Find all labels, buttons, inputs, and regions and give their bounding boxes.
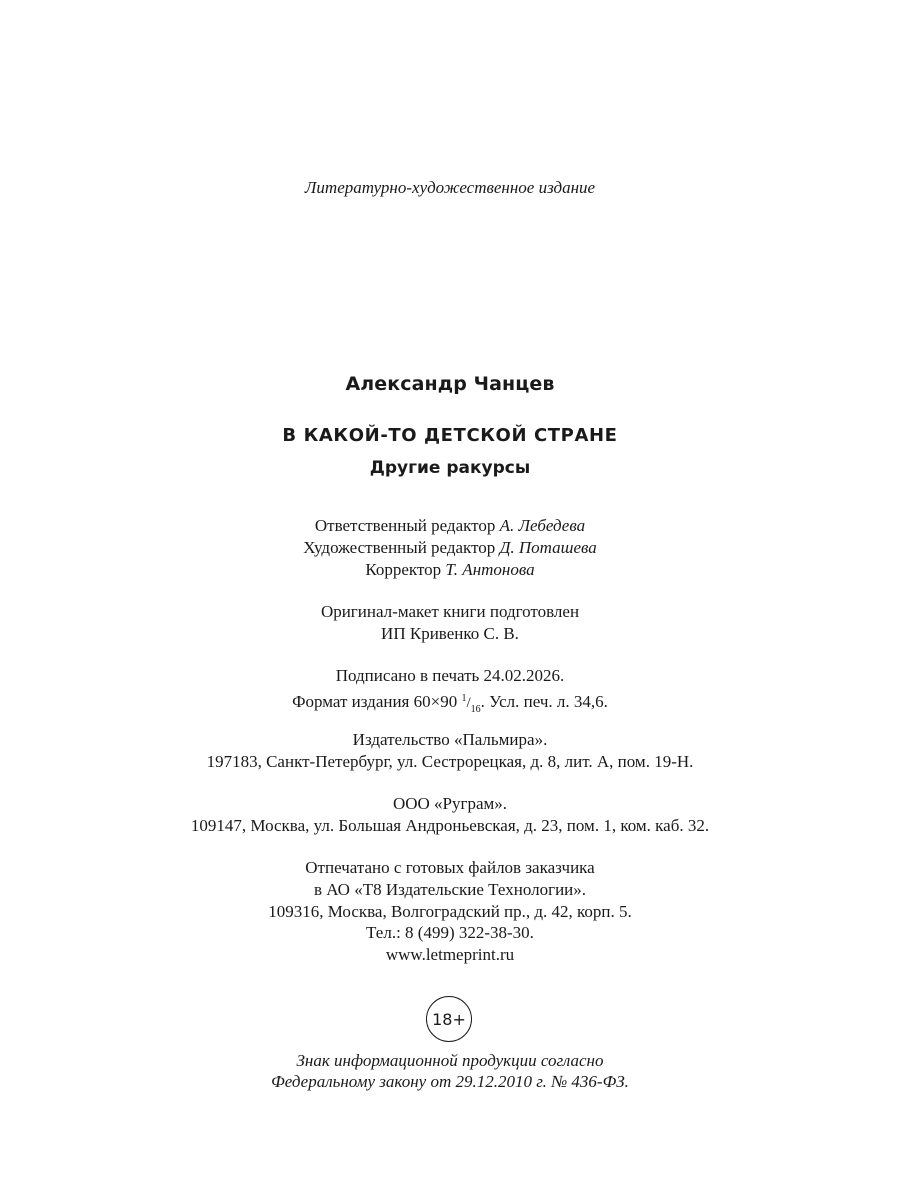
printer-phone: Тел.: 8 (499) 322-38-30. xyxy=(366,923,534,942)
age-rating-badge: 18+ xyxy=(426,996,472,1042)
law-notice-line-2: Федеральному закону от 29.12.2010 г. № 436-ФЗ. xyxy=(271,1072,629,1091)
format-fraction-numerator: 1 xyxy=(461,693,467,704)
company-address: 109147, Москва, ул. Большая Андроньевская, д. 23, пом. 1, ком. каб. 32. xyxy=(190,816,710,835)
law-notice-line-1: Знак информационной продукции согласно xyxy=(296,1051,604,1070)
credit-person: А. Лебедева xyxy=(499,516,586,535)
credit-proofreader xyxy=(0,559,900,581)
printer-line-1: Отпечатано с готовых файлов заказчика xyxy=(305,858,595,877)
credit-person: Д. Поташева xyxy=(499,538,597,557)
publisher-name: Издательство «Пальмира». xyxy=(352,730,548,749)
credit-art-editor xyxy=(0,537,900,559)
book-title: В КАКОЙ-ТО ДЕТСКОЙ СТРАНЕ xyxy=(282,425,618,446)
layout-prep-line-1: Оригинал-макет книги подготовлен xyxy=(320,602,580,621)
format-fraction-denominator: 16 xyxy=(470,704,481,715)
credit-role: Художественный редактор xyxy=(303,538,496,557)
credit-role: Ответственный редактор xyxy=(314,516,496,535)
signed-for-print: Подписано в печать 24.02.2026. xyxy=(335,666,565,685)
format-prefix: Формат издания 60×90 xyxy=(292,692,458,711)
credit-role: Корректор xyxy=(365,560,442,579)
author-name: Александр Чанцев xyxy=(345,373,555,395)
credit-person: Т. Антонова xyxy=(445,560,535,579)
printer-line-3: 109316, Москва, Волгоградский пр., д. 42, корп. 5. xyxy=(268,902,632,921)
edition-type: Литературно-художественное издание xyxy=(304,178,596,197)
credit-executive-editor xyxy=(0,515,900,537)
format-suffix: . Усл. печ. л. 34,6. xyxy=(480,692,608,711)
layout-prep-line-2: ИП Кривенко С. В. xyxy=(381,624,519,643)
printer-website: www.letmeprint.ru xyxy=(385,945,515,964)
format-fraction-slash: / xyxy=(466,695,471,711)
company-name: ООО «Руграм». xyxy=(392,794,508,813)
book-subtitle: Другие ракурсы xyxy=(369,458,531,478)
printer-line-2: в АО «Т8 Издательские Технологии». xyxy=(313,880,587,899)
publisher-address: 197183, Санкт-Петербург, ул. Сестрорецкая, д. 8, лит. А, пом. 19-Н. xyxy=(206,752,694,771)
edition-format xyxy=(0,688,900,721)
